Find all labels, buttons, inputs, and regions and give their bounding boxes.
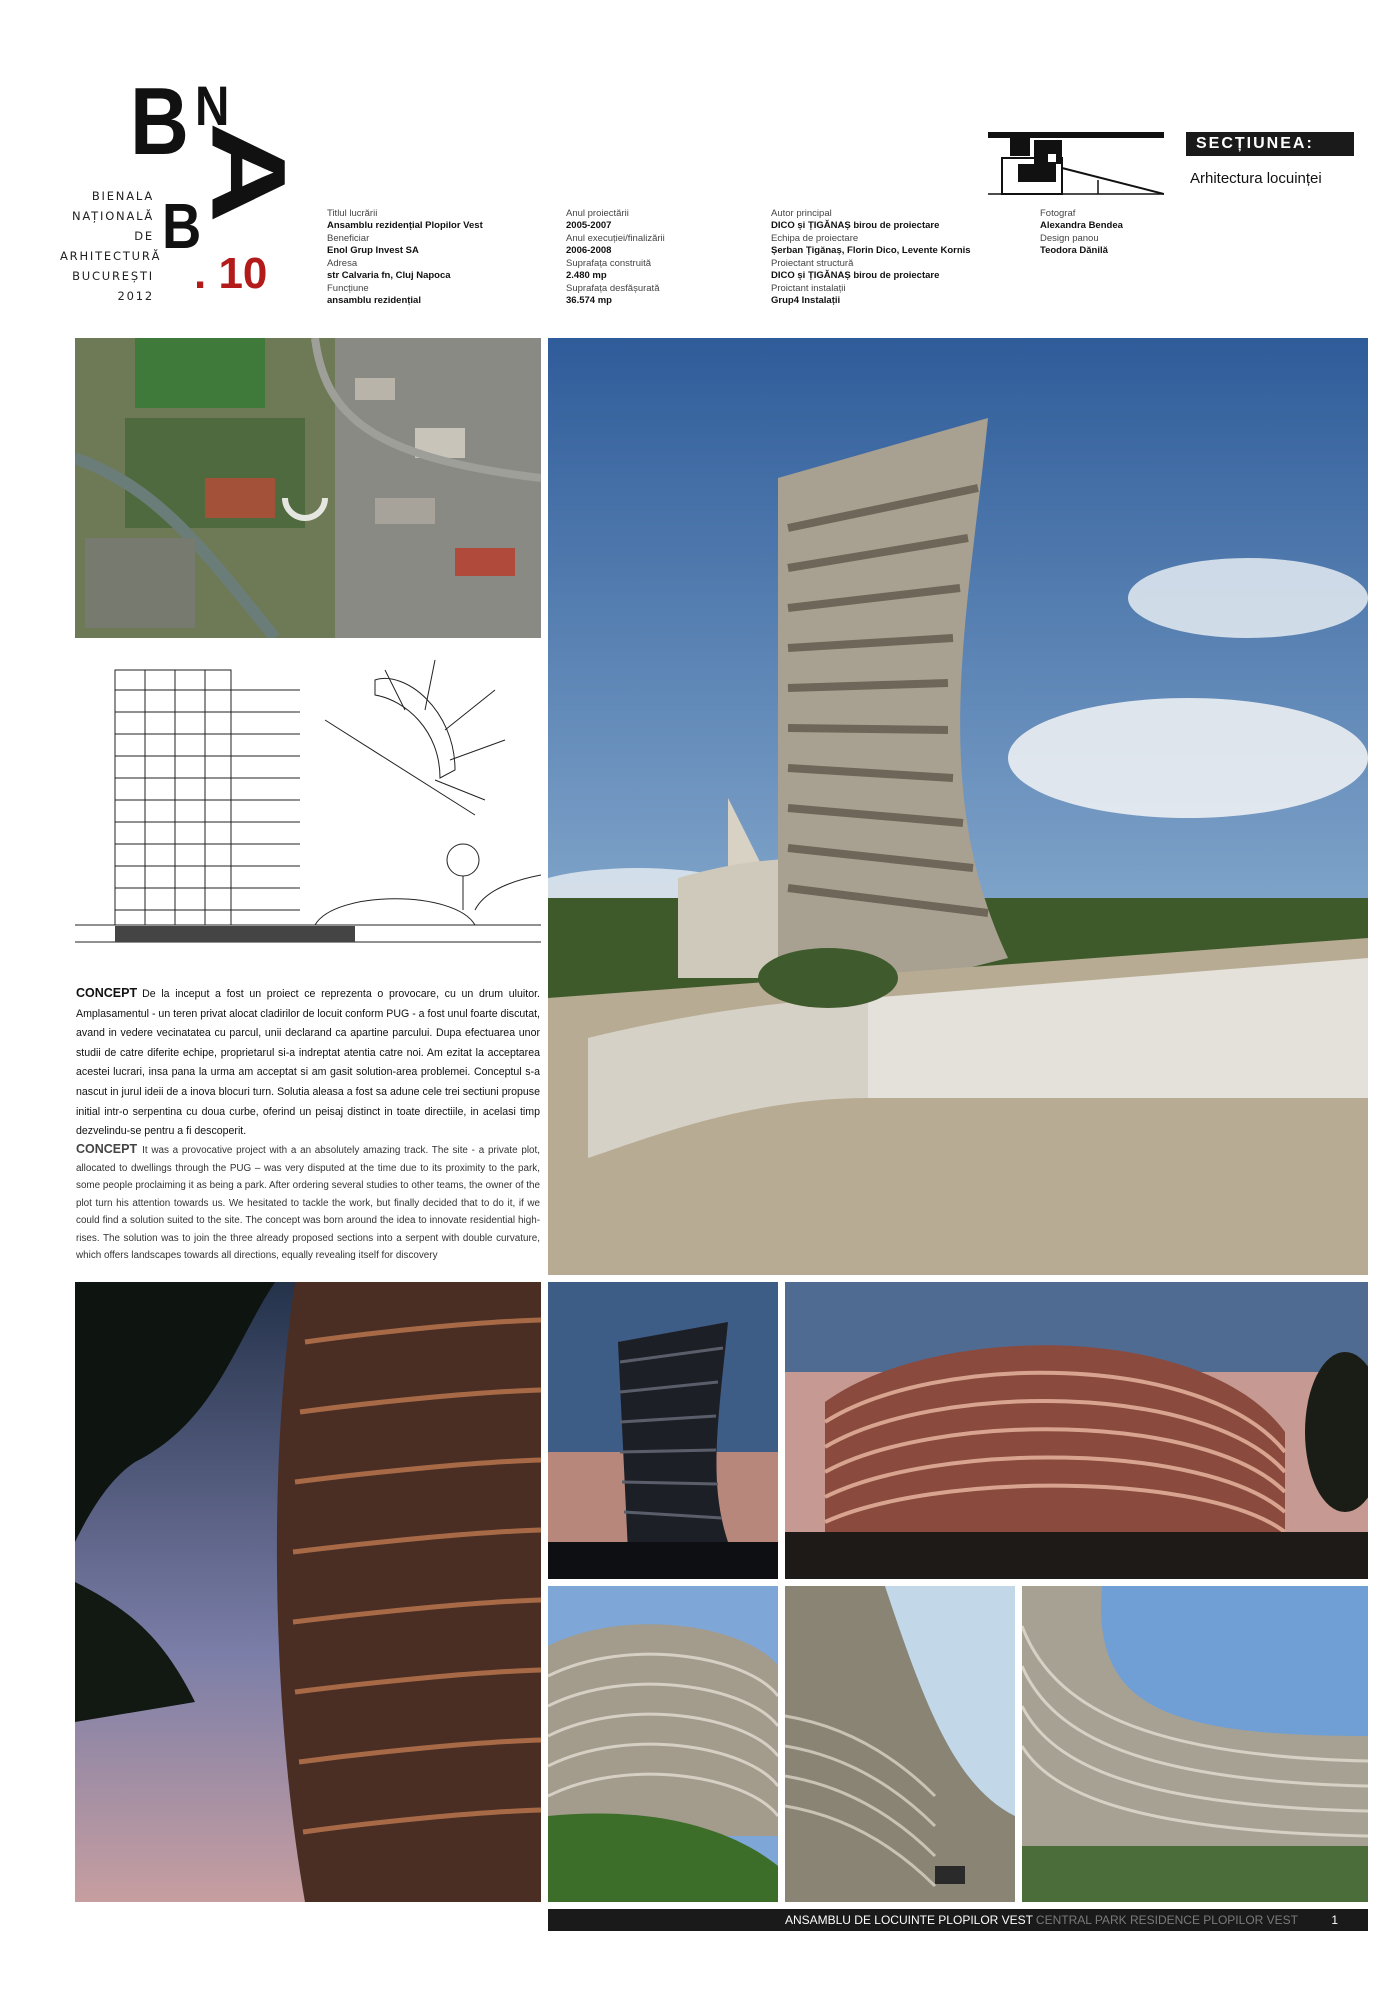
concept-text-english — [76, 1141, 540, 1265]
info-label: Adresa — [327, 258, 358, 269]
footer-title-en: CENTRAL PARK RESIDENCE PLOPILOR VEST — [1035, 1913, 1298, 1927]
curved-facade-day-photo-1 — [548, 1586, 778, 1902]
main-tower-photo — [548, 338, 1368, 1275]
info-column-credits — [1040, 208, 1190, 258]
org-line: DE — [134, 229, 154, 243]
info-value: 2006-2008 — [566, 244, 612, 256]
curved-facade-day-photo-3 — [1022, 1586, 1368, 1902]
info-label: Anul execuției/finalizării — [566, 233, 665, 244]
footer-title-ro: ANSAMBLU DE LOCUINTE PLOPILOR VEST — [784, 1913, 1033, 1927]
info-value: Enol Grup Invest SA — [327, 244, 419, 256]
info-label: Beneficiar — [327, 233, 370, 244]
info-label: Titlul lucrării — [327, 208, 378, 219]
curved-facade-day-photo-2 — [785, 1586, 1015, 1902]
logo-letter-b1: B — [130, 68, 189, 175]
page-number: 1 — [1331, 1913, 1338, 1927]
info-value: Ansamblu rezidențial Plopilor Vest — [327, 219, 483, 231]
info-value: Alexandra Bendea — [1040, 219, 1123, 231]
curved-facade-sunset-photo — [785, 1282, 1368, 1579]
section-house-icon — [988, 128, 1164, 196]
info-label: Proictant instalații — [771, 283, 846, 294]
org-line: BUCUREȘTI — [72, 269, 154, 283]
org-line: NAȚIONALĂ — [72, 209, 154, 223]
logo-letter-a: A — [190, 122, 308, 224]
footer-bar — [548, 1909, 1368, 1931]
info-label: Echipa de proiectare — [771, 233, 859, 244]
info-value: 36.574 mp — [566, 294, 612, 306]
info-value: str Calvaria fn, Cluj Napoca — [327, 269, 451, 281]
concept-title-en: CONCEPT — [76, 1142, 138, 1156]
tower-dusk-photo — [548, 1282, 778, 1579]
info-value: ansamblu rezidențial — [327, 294, 421, 306]
org-line: 2012 — [117, 289, 154, 303]
info-label: Fotograf — [1040, 208, 1076, 219]
info-label: Design panou — [1040, 233, 1099, 244]
logo-letter-n: N — [195, 74, 230, 137]
section-title: SECȚIUNEA: — [1186, 132, 1354, 156]
org-line: BIENALA — [91, 189, 154, 203]
logo-organization-text — [60, 186, 162, 306]
info-value: Grup4 Instalații — [771, 294, 841, 306]
info-label: Autor principal — [771, 208, 832, 219]
info-value: Șerban Țigănaș, Florin Dico, Levente Kornis — [771, 244, 971, 256]
concept-body-ro: De la inceput a fost un proiect ce reprezenta o provocare, cu un drum uluitor. Amplasamentul - un teren privat alocat cladirilor de locuit conform PUG - a fost unul foarte discutat, avand in vedere vecinatatea cu parcul, unii declarand ca apartine parcului. Dupa efectuarea unor studii de catre diferite echipe, proprietarul si-a indreptat atentia catre noi. Am ezitat la acceptarea acestei lucrari, insa pana la urma am acceptat si am gasit solution-area problemei. Conceptul s-a nascut in jurul ideii de a inova blocuri turn. Solutia aleasa a fost sa adune cele trei sectiuni propuse initial intr-o serpentina cu doua curbe, oferind un peisaj distinct in toate directiile, in acelasi timp dezvelindu-se pentru a fi descoperit. — [76, 988, 540, 1138]
info-label: Suprafața construită — [566, 258, 652, 269]
logo-letter-b2: B — [162, 190, 202, 262]
section-subtitle: Arhitectura locuinței — [1190, 170, 1322, 187]
info-value: DICO și ȚIGĂNAȘ birou de proiectare — [771, 219, 940, 231]
concept-body-en: It was a provocative project with a an absolutely amazing track. The site - a private plot, allocated to dwellings through the PUG – was very disputed at the time due to its proximity to the park, some people proclaiming it as being a park. After ordering several studies to other teams, the owner of the plot turn his attention towards us. We hesitated to tackle the work, but finally decided that to do it, if we could find a solution suited to the site. The concept was born around the idea to innovate residential high-rises. The solution was to join the three already proposed sections into a serpent with double curvature, which offers landscapes towards all directions, equally revealing itself for discovery — [76, 1145, 540, 1261]
concept-text-romanian — [76, 984, 540, 1142]
aerial-photo — [75, 338, 541, 638]
section-drawing — [75, 650, 541, 970]
info-column-project — [327, 208, 527, 308]
logo-edition-number: . 10 — [194, 249, 268, 298]
concept-title-ro: CONCEPT — [76, 986, 138, 1000]
info-label: Anul proiectării — [566, 208, 629, 219]
info-value: DICO și ȚIGĂNAȘ birou de proiectare — [771, 269, 940, 281]
info-column-dates — [566, 208, 756, 308]
info-label: Funcțiune — [327, 283, 369, 294]
dusk-facade-photo — [75, 1282, 541, 1902]
info-value: 2.480 mp — [566, 269, 607, 281]
org-line: ARHITECTURĂ — [60, 249, 162, 263]
info-value: Teodora Dănilă — [1040, 244, 1108, 256]
info-column-authors — [771, 208, 1021, 308]
info-label: Proiectant structură — [771, 258, 854, 269]
info-value: 2005-2007 — [566, 219, 612, 231]
info-label: Suprafața desfășurată — [566, 283, 660, 294]
